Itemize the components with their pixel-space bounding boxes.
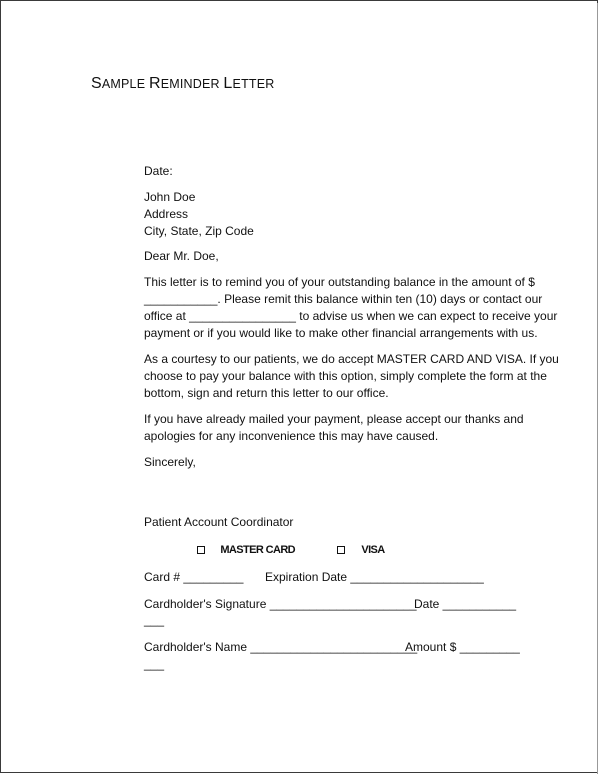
title-part: S	[91, 75, 102, 92]
page-shadow	[597, 3, 598, 774]
mastercard-label: MASTER CARD	[220, 544, 296, 556]
card-number-field[interactable]: Card # _________	[144, 570, 244, 584]
recipient-address: Address	[144, 207, 189, 221]
amount-field[interactable]: Amount $ _________	[405, 640, 520, 654]
letter-body	[144, 163, 559, 471]
recipient-name: John Doe	[144, 190, 196, 204]
paragraph-reminder	[144, 274, 558, 342]
paragraph-line: choose to pay your balance with this option, simply complete the form at the	[144, 369, 547, 383]
visa-label: VISA	[361, 544, 385, 556]
paragraph-line: office at ________________ to advise us when we can expect to receive your	[144, 309, 558, 323]
cardholder-signature-field[interactable]: Cardholder's Signature ______________________	[144, 597, 417, 611]
paragraph-line: This letter is to remind you of your outstanding balance in the amount of $	[144, 275, 535, 289]
salutation: Dear Mr. Doe,	[144, 249, 219, 263]
paragraph-line: bottom, sign and return this letter to our office.	[144, 386, 389, 400]
expiration-date-field[interactable]: Expiration Date ____________________	[265, 570, 484, 584]
title-part: R	[148, 75, 161, 92]
signature-date-field[interactable]: Date ___________	[414, 597, 517, 611]
signature-wrap-line: ___	[144, 613, 165, 627]
paragraph-line: If you have already mailed your payment, please accept our thanks and	[144, 412, 524, 426]
letter-title	[91, 75, 275, 93]
paragraph-courtesy	[144, 351, 559, 402]
name-wrap-line: ___	[144, 657, 165, 671]
paragraph-line: As a courtesy to our patients, we do accept MASTER CARD AND VISA. If you	[144, 352, 559, 366]
signatory-line	[144, 514, 524, 530]
mastercard-checkbox[interactable]	[197, 546, 205, 554]
name-wrap-row	[144, 656, 524, 672]
signatory: Patient Account Coordinator	[144, 515, 294, 529]
recipient-block	[144, 189, 524, 240]
visa-option[interactable]	[337, 541, 385, 558]
closing: Sincerely,	[144, 455, 196, 469]
visa-checkbox[interactable]	[337, 546, 345, 554]
paragraph-line: ___________. Please remit this balance within ten (10) days or contact our	[144, 292, 543, 306]
date-line: Date:	[144, 164, 173, 178]
title-part: EMINDER	[160, 77, 224, 91]
paragraph-thanks	[144, 411, 524, 445]
mastercard-option[interactable]	[197, 541, 295, 558]
title-part: L	[223, 75, 233, 92]
signature-row	[144, 596, 524, 612]
signature-wrap-row	[144, 612, 524, 628]
cardholder-name-field[interactable]: Cardholder's Name _________________________	[144, 640, 418, 654]
card-row	[144, 569, 524, 585]
title-part: ETTER	[232, 77, 275, 91]
recipient-city: City, State, Zip Code	[144, 224, 254, 238]
paragraph-line: apologies for any inconvenience this may have caused.	[144, 429, 439, 443]
title-part: AMPLE	[101, 77, 149, 91]
name-row	[144, 639, 524, 655]
paragraph-line: payment or if you would like to make other financial arrangements with us.	[144, 326, 538, 340]
